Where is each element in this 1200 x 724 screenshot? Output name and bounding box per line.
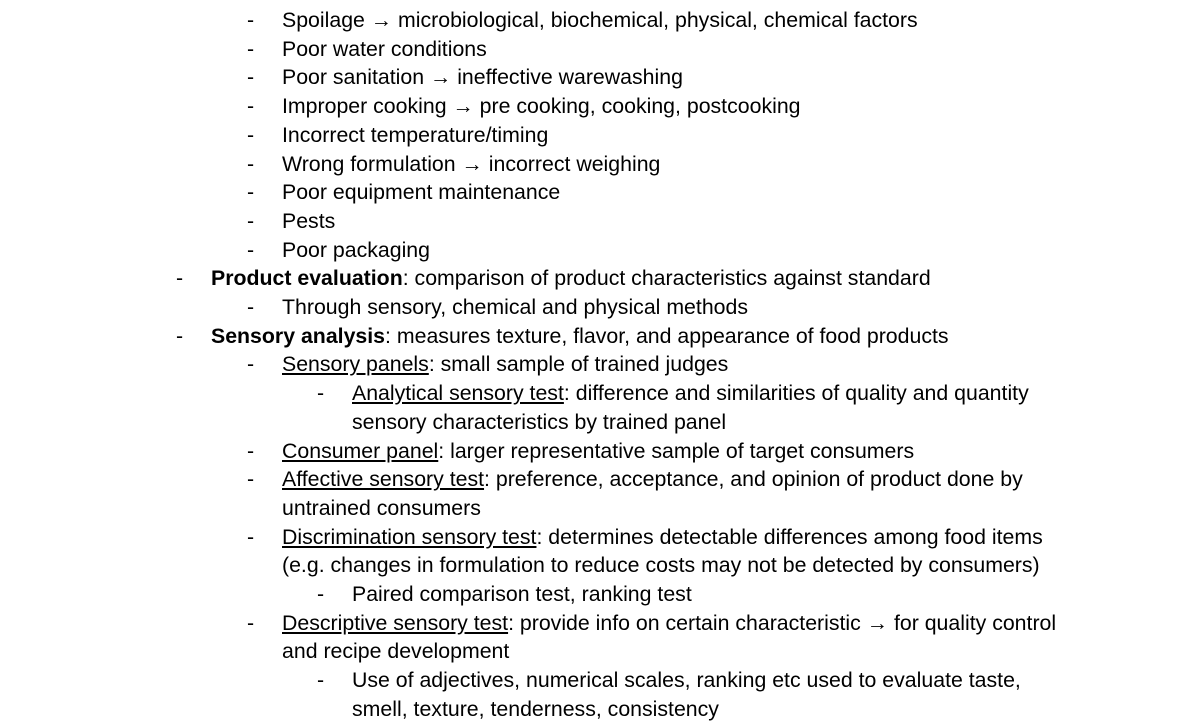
list-item bbox=[0, 178, 1200, 207]
list-item-description: Poor sanitation → ineffective warewashing bbox=[282, 65, 683, 90]
list-item bbox=[0, 92, 1200, 121]
list-item bbox=[0, 35, 1200, 64]
list-item-text bbox=[282, 293, 1057, 322]
bullet-dash: - bbox=[247, 352, 255, 377]
list-item-text bbox=[282, 150, 1057, 179]
list-item-text bbox=[352, 379, 1052, 436]
list-item-term: Consumer panel bbox=[282, 438, 439, 463]
bullet-dash: - bbox=[247, 151, 255, 176]
list-item-term: Sensory panels bbox=[282, 352, 429, 377]
bullet-dash: - bbox=[247, 610, 255, 635]
list-item-description: Use of adjectives, numerical scales, ranking etc used to evaluate taste, smell, texture, tenderness, consistency bbox=[352, 668, 1021, 721]
bullet-dash: - bbox=[247, 8, 255, 32]
bullet-dash: - bbox=[247, 180, 255, 205]
list-item-description: : comparison of product characteristics against standard bbox=[402, 266, 931, 291]
bullet-dash: - bbox=[247, 36, 255, 61]
document-body bbox=[0, 6, 1200, 724]
list-item-text bbox=[352, 580, 1052, 609]
bullet-dash: - bbox=[247, 524, 255, 549]
list-item bbox=[0, 580, 1200, 609]
list-item bbox=[0, 322, 1200, 351]
list-item-text bbox=[282, 35, 1057, 64]
list-item-text bbox=[282, 63, 1057, 92]
list-item-description: : larger representative sample of target consumers bbox=[438, 438, 915, 463]
list-item bbox=[0, 523, 1200, 580]
list-item-description: : small sample of trained judges bbox=[428, 352, 729, 377]
list-item-description: : provide info on certain characteristic → for quality control and recipe development bbox=[282, 610, 1057, 664]
list-item bbox=[0, 236, 1200, 265]
list-item bbox=[0, 666, 1200, 723]
list-item-text bbox=[282, 207, 1057, 236]
bullet-dash: - bbox=[317, 668, 325, 693]
bullet-dash: - bbox=[317, 381, 325, 406]
list-item bbox=[0, 121, 1200, 150]
list-item-term: Discrimination sensory test bbox=[282, 524, 537, 549]
list-item-text bbox=[352, 666, 1052, 723]
list-item-description: : determines detectable differences among food items (e.g. changes in formulation to reduce costs may not be detected by consumers) bbox=[282, 524, 1043, 578]
list-item bbox=[0, 350, 1200, 379]
list-item-term: Product evaluation bbox=[211, 266, 403, 291]
list-item-description: Pests bbox=[282, 208, 336, 233]
list-item-text bbox=[282, 523, 1057, 580]
list-item-description: : measures texture, flavor, and appearance of food products bbox=[385, 323, 949, 348]
list-item-text bbox=[282, 6, 1057, 35]
list-item bbox=[0, 150, 1200, 179]
bullet-dash: - bbox=[247, 237, 255, 262]
list-item bbox=[0, 437, 1200, 466]
list-item-description: Improper cooking → pre cooking, cooking, postcooking bbox=[282, 94, 801, 119]
list-item-description: Poor water conditions bbox=[282, 36, 487, 61]
list-item-description: Spoilage → microbiological, biochemical, physical, chemical factors bbox=[282, 8, 918, 32]
list-item bbox=[0, 379, 1200, 436]
list-item-term: Affective sensory test bbox=[282, 467, 485, 492]
list-item-text bbox=[282, 437, 1057, 466]
list-item bbox=[0, 63, 1200, 92]
bullet-dash: - bbox=[247, 295, 255, 320]
list-item bbox=[0, 207, 1200, 236]
bullet-dash: - bbox=[247, 94, 255, 119]
list-item-description: Poor equipment maintenance bbox=[282, 180, 561, 205]
list-item-text bbox=[282, 609, 1057, 666]
list-item-description: : difference and similarities of quality and quantity sensory characteristics by trained panel bbox=[352, 381, 1029, 434]
list-item-text bbox=[282, 465, 1057, 522]
list-item-description: Incorrect temperature/timing bbox=[282, 122, 549, 147]
list-item-text bbox=[211, 322, 1051, 351]
list-item-description: : preference, acceptance, and opinion of product done by untrained consumers bbox=[282, 467, 1023, 520]
list-item-term: Descriptive sensory test bbox=[282, 610, 509, 635]
bullet-dash: - bbox=[247, 65, 255, 90]
list-item bbox=[0, 293, 1200, 322]
list-item-term: Sensory analysis bbox=[211, 323, 386, 348]
list-item-description: Through sensory, chemical and physical methods bbox=[282, 295, 749, 320]
list-item-term: Analytical sensory test bbox=[352, 381, 564, 406]
list-item-text bbox=[282, 236, 1057, 265]
list-item-text bbox=[282, 350, 1057, 379]
list-item-text bbox=[282, 92, 1057, 121]
bullet-dash: - bbox=[176, 323, 184, 348]
bullet-dash: - bbox=[247, 122, 255, 147]
bullet-dash: - bbox=[317, 582, 325, 607]
list-item-text bbox=[282, 178, 1057, 207]
bullet-dash: - bbox=[176, 266, 184, 291]
list-item bbox=[0, 465, 1200, 522]
list-item-description: Wrong formulation → incorrect weighing bbox=[282, 151, 661, 176]
list-item-description: Paired comparison test, ranking test bbox=[352, 582, 692, 607]
list-item-description: Poor packaging bbox=[282, 237, 430, 262]
list-item-text bbox=[282, 121, 1057, 150]
list-item bbox=[0, 6, 1200, 35]
bullet-dash: - bbox=[247, 438, 255, 463]
list-item-text bbox=[211, 264, 1051, 293]
list-item bbox=[0, 264, 1200, 293]
list-item bbox=[0, 609, 1200, 666]
bullet-dash: - bbox=[247, 208, 255, 233]
bullet-dash: - bbox=[247, 467, 255, 492]
